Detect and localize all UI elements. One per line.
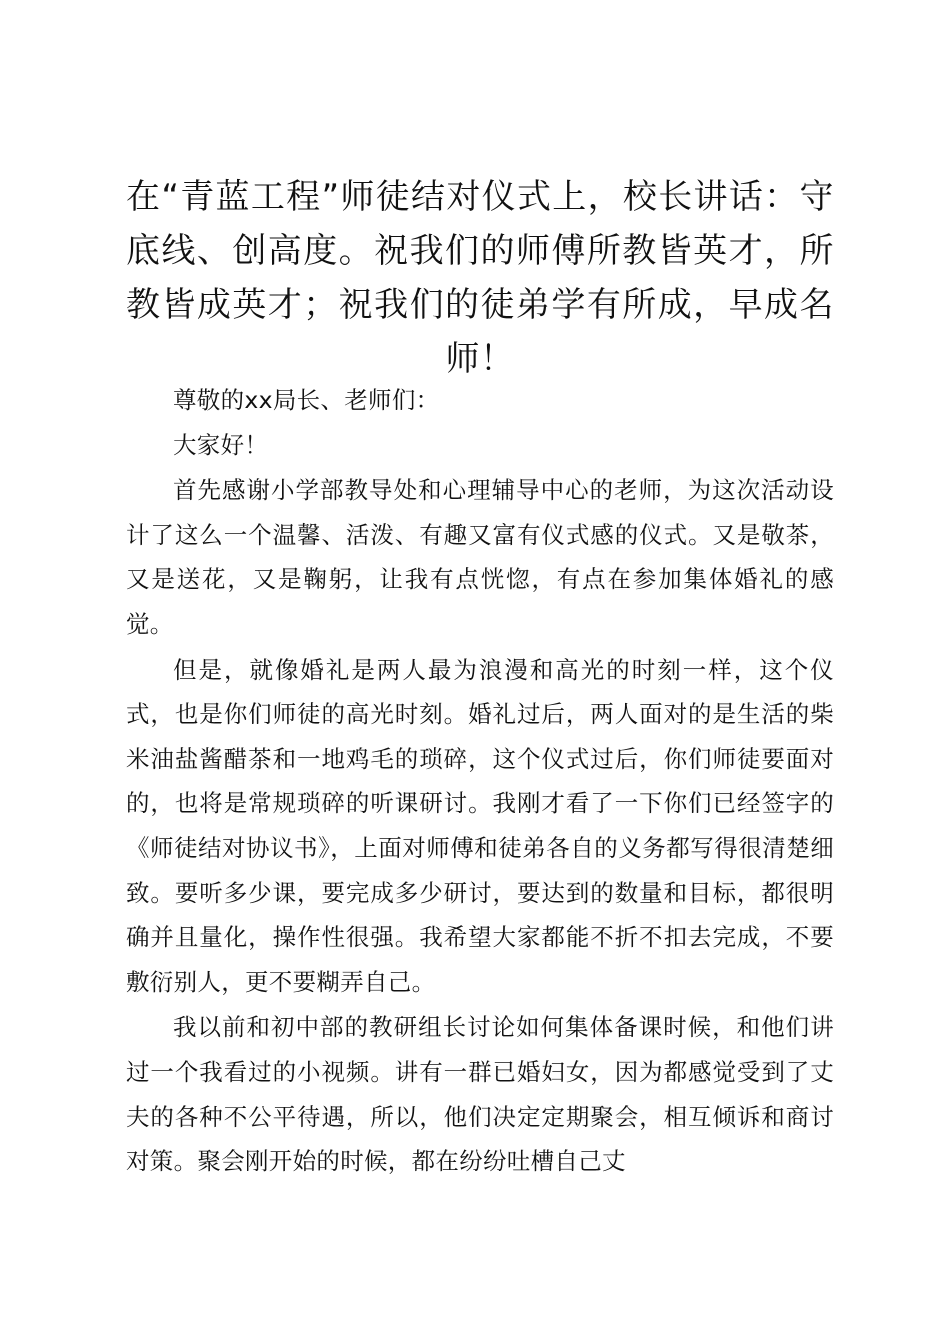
salutation: 尊敬的xx局长、老师们： <box>173 386 440 414</box>
document-title: 在“青蓝工程”师徒结对仪式上，校长讲话：守底线、创高度。祝我们的师傅所教皆英才，所教皆成英才；祝我们的徒弟学有所成，早成名师！ <box>126 177 834 379</box>
body-paragraph-2: 但是，就像婚礼是两人最为浪漫和高光的时刻一样，这个仪式，也是你们师徒的高光时刻。婚礼过后，两人面对的是生活的柴米油盐酱醋茶和一地鸡毛的琐碎，这个仪式过后，你们师徒要面对的，也将是常规琐碎的听课研讨。我刚才看了一下你们已经签字的《师徒结对协议书》，上面对师傅和徒弟各自的义务都写得很清楚细致。要听多少课，要完成多少研讨，要达到的数量和目标，都很明确并且量化，操作性很强。我希望大家都能不折不扣去完成，不要敷衍别人，更不要糊弄自己。 <box>126 655 834 996</box>
greeting: 大家好！ <box>173 430 269 459</box>
body-paragraph-3: 我以前和初中部的教研组长讨论如何集体备课时候，和他们讲过一个我看过的小视频。讲有一群已婚妇女，因为都感觉受到了丈夫的各种不公平待遇，所以，他们决定定期聚会，相互倾诉和商讨对策。聚会刚开始的时候，都在纷纷吐槽自己丈 <box>126 1013 834 1176</box>
document-body <box>126 378 834 1184</box>
body-paragraph-1: 首先感谢小学部教导处和心理辅导中心的老师，为这次活动设计了这么一个温馨、活泼、有趣又富有仪式感的仪式。又是敬茶，又是送花，又是鞠躬，让我有点恍惚，有点在参加集体婚礼的感觉。 <box>126 476 834 638</box>
